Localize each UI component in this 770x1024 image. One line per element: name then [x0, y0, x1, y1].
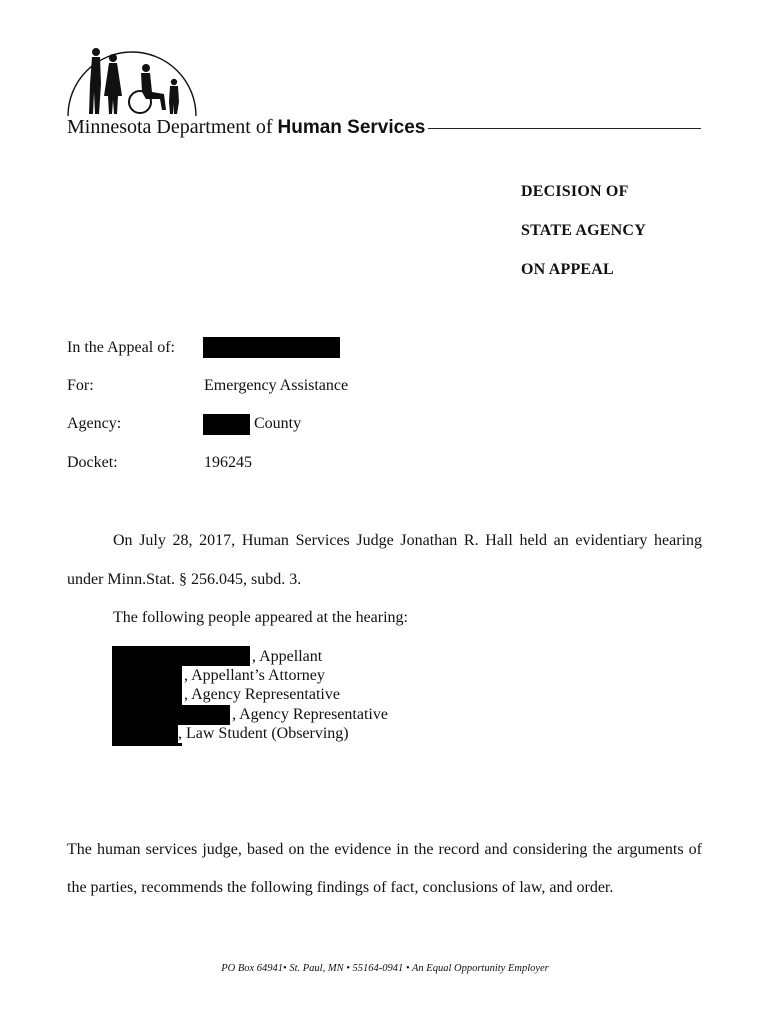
docket-value: 196245 [204, 454, 252, 471]
title-line-2: STATE AGENCY [521, 222, 646, 239]
findings-paragraph-line-1: The human services judge, based on the evidence in the record and considering the arguments of [67, 841, 702, 858]
redaction-appellant-name [203, 337, 340, 358]
appearance-item: , Appellant’s Attorney [184, 667, 325, 684]
appearance-item: , Agency Representative [184, 686, 340, 703]
for-value: Emergency Assistance [204, 377, 349, 394]
title-line-1: DECISION OF [521, 183, 629, 200]
docket-label: Docket: [67, 454, 118, 471]
appearance-item: , Agency Representative [232, 706, 388, 723]
appearance-item: , Law Student (Observing) [178, 725, 349, 742]
org-name-bold: Human Services [277, 117, 426, 138]
appeal-label: In the Appeal of: [67, 339, 175, 356]
for-label: For: [67, 377, 94, 394]
redaction-county-name [203, 414, 250, 435]
page-footer: PO Box 64941• St. Paul, MN • 55164-0941 • An Equal Opportunity Employer [221, 963, 549, 974]
org-name-regular: Minnesota Department of [67, 116, 278, 138]
hearing-paragraph-line-2: under Minn.Stat. § 256.045, subd. 3. [67, 571, 302, 588]
appeared-intro: The following people appeared at the hearing: [113, 609, 408, 626]
findings-paragraph-line-2: the parties, recommends the following findings of fact, conclusions of law, and order. [67, 879, 614, 896]
dhs-logo [66, 44, 198, 118]
redaction-appearance-1 [112, 646, 250, 666]
hearing-paragraph-line-1: On July 28, 2017, Human Services Judge Jonathan R. Hall held an evidentiary hearing [113, 532, 702, 549]
redaction-appearance-4 [112, 705, 230, 725]
organization-name [67, 114, 425, 141]
title-line-3: ON APPEAL [521, 261, 614, 278]
appearance-item: , Appellant [252, 648, 323, 665]
header-rule [428, 128, 701, 129]
agency-value: County [254, 415, 302, 432]
agency-label: Agency: [67, 415, 122, 432]
